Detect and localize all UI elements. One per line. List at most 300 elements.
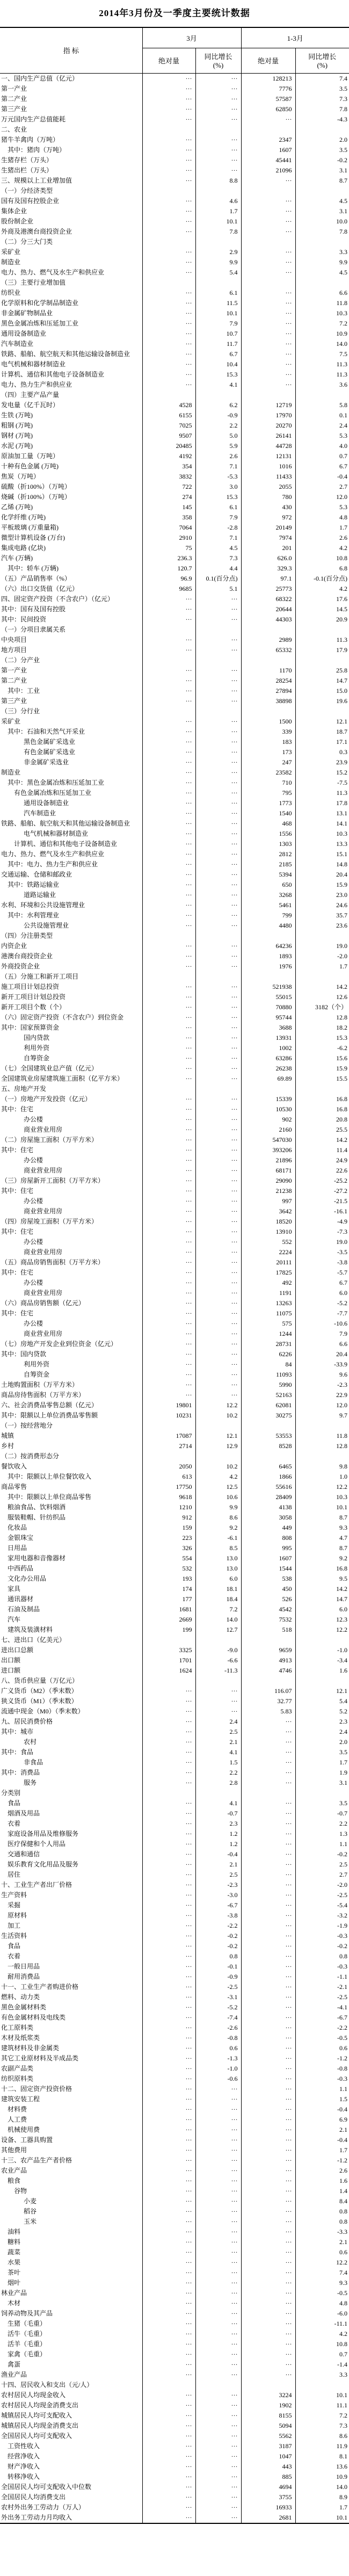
cell-q1-yoy: -2.0 [337,952,348,960]
cell-q1-absolute: 2185 [241,859,295,870]
table-row [0,165,349,176]
cell-march-yoy: ··· [195,2400,241,2411]
cell-q1-yoy: 1.6 [339,1666,348,1674]
cell-q1-absolute: 795 [241,788,295,798]
table-row [0,1288,349,1298]
table-row [0,2513,349,2523]
row-label: （七）房地产开发企业到位资金（亿元） [0,1339,142,1349]
row-label: 石油及制品 [0,1604,142,1615]
cell-march-yoy: ··· [195,2451,241,2462]
cell-q1-yoy [295,1451,349,1461]
table-row [0,1921,349,1931]
cell-q1-absolute: 2812 [241,849,295,859]
cell-march-yoy: -11.3 [195,1666,241,1676]
row-label: 其中：住宅 [0,1268,142,1278]
cell-march-absolute: ··· [142,798,195,808]
row-label: 电力、热力、燃气及水生产和供应业 [0,267,142,278]
table-row [0,2074,349,2084]
cell-march-yoy: 18.1 [195,1584,241,1594]
cell-march-absolute: ··· [142,2227,195,2237]
table-row [0,614,349,625]
cell-march-absolute: ··· [142,2166,195,2176]
cell-march-yoy: ··· [195,1115,241,1125]
cell-march-absolute [142,1635,195,1645]
cell-q1-yoy: 9.8 [339,1462,348,1470]
cell-q1-yoy: -4.1 [337,2003,348,2011]
cell-march-absolute: ··· [142,2104,195,2115]
cell-q1-absolute: ··· [241,1941,295,1951]
cell-q1-absolute: 3268 [241,890,295,900]
table-row [0,798,349,808]
cell-march-absolute: 75 [142,543,195,553]
cell-q1-absolute: ··· [241,1778,295,1788]
row-label: 六、社会消费品零售总额（亿元） [0,1400,142,1410]
table-row [0,2217,349,2227]
table-row [0,645,349,655]
cell-q1-absolute: 526 [241,1594,295,1604]
cell-q1-absolute: 575 [241,1319,295,1329]
cell-march-absolute: ··· [142,859,195,870]
cell-q1-absolute: ··· [241,288,295,298]
cell-q1-absolute: ··· [241,2349,295,2360]
cell-march-yoy: ··· [195,839,241,849]
cell-march-absolute [142,1084,195,1094]
cell-q1-absolute: 393206 [241,1145,295,1155]
cell-q1-absolute: ··· [241,1717,295,1727]
cell-march-yoy: 4.4 [195,563,241,574]
cell-march-yoy: ··· [195,859,241,870]
cell-q1-absolute: 17825 [241,1268,295,1278]
cell-q1-absolute: ··· [241,2155,295,2166]
cell-q1-yoy: 8.7 [339,176,348,184]
cell-q1-yoy: 11.4 [336,1146,348,1154]
cell-q1-yoy: 18.7 [336,727,348,735]
cell-march-yoy: ··· [195,1053,241,1063]
row-label: 转移净收入 [0,2472,142,2482]
cell-q1-yoy: 2.7 [339,482,348,490]
table-row [0,502,349,512]
row-label: 玉米 [0,2217,142,2227]
cell-march-absolute: ··· [142,2206,195,2217]
cell-q1-absolute: ··· [241,2217,295,2227]
cell-march-absolute: ··· [142,2247,195,2257]
cell-march-yoy: 2.1 [195,1859,241,1870]
cell-march-absolute: ··· [142,778,195,788]
row-label: 家具 [0,1584,142,1594]
cell-q1-yoy: 4.2 [339,544,348,552]
cell-march-yoy: ··· [195,757,241,768]
cell-march-yoy [195,1421,241,1431]
cell-q1-absolute: 3755 [241,2492,295,2502]
cell-march-yoy: ··· [195,1390,241,1400]
cell-march-absolute: ··· [142,288,195,298]
row-label: 其中：国内贷款 [0,1349,142,1359]
table-row [0,757,349,768]
row-label: 餐饮收入 [0,1461,142,1472]
cell-q1-yoy: 7.5 [339,350,348,358]
row-label: 出口额 [0,1655,142,1666]
cell-q1-absolute: 62850 [241,104,295,114]
cell-q1-absolute: 17970 [241,410,295,421]
cell-march-absolute: ··· [142,757,195,768]
cell-q1-absolute: ··· [241,1829,295,1839]
cell-q1-yoy: 9.9 [339,258,348,266]
table-row [0,533,349,543]
row-label: 平板玻璃 (万重量箱) [0,523,142,533]
cell-q1-yoy: -5.4 [337,1901,348,1909]
table-row [0,696,349,706]
cell-march-absolute: 2910 [142,533,195,543]
cell-q1-absolute: ··· [241,176,295,186]
row-label: （四）分注册类型 [0,931,142,941]
row-label: 农村居民人均现金消费支出 [0,2400,142,2411]
cell-q1-absolute: ··· [241,1972,295,1982]
row-label: （五）产品销售率（%） [0,574,142,584]
cell-march-absolute: 912 [142,1513,195,1523]
cell-q1-yoy: 9.3 [339,2278,348,2286]
cell-q1-yoy: 14.0 [336,2483,348,2491]
row-label: 原材料 [0,1911,142,1921]
cell-march-absolute: ··· [142,1115,195,1125]
cell-march-yoy: 2.4 [195,1717,241,1727]
cell-march-absolute: ··· [142,982,195,992]
cell-q1-absolute: ··· [241,2125,295,2135]
table-row [0,553,349,563]
row-label: 汽车制造业 [0,339,142,349]
row-label: 集成电路 (亿块) [0,543,142,553]
cell-march-yoy: ··· [195,1217,241,1227]
table-row [0,1421,349,1431]
cell-q1-yoy: 19.6 [336,697,348,705]
cell-march-yoy: ··· [195,2441,241,2451]
cell-march-absolute: 6155 [142,410,195,421]
cell-march-absolute: ··· [142,1217,195,1227]
cell-march-absolute: ··· [142,1870,195,1880]
row-label: 电力、热力生产和供应业 [0,380,142,390]
table-row [0,482,349,492]
cell-march-yoy: ··· [195,2298,241,2309]
cell-q1-yoy: -1.2 [337,2054,348,2062]
cell-march-absolute: 19801 [142,1400,195,1410]
cell-q1-yoy: 16.8 [336,1105,348,1113]
cell-march-yoy: -7.4 [195,2013,241,2023]
cell-march-absolute: 354 [142,461,195,472]
cell-march-yoy: ··· [195,1380,241,1390]
cell-march-absolute: ··· [142,890,195,900]
cell-q1-yoy: -3.4 [337,1656,348,1664]
row-label: 其中：住宅 [0,1308,142,1319]
cell-march-yoy: ··· [195,2339,241,2349]
cell-q1-yoy: 9.7 [339,1411,348,1419]
cell-march-absolute: ··· [142,717,195,727]
table-row [0,1115,349,1125]
cell-march-absolute: 274 [142,492,195,502]
cell-q1-absolute: ··· [241,1931,295,1941]
table-row [0,1808,349,1819]
cell-march-absolute: 9618 [142,1492,195,1502]
cell-march-yoy [195,1451,241,1461]
cell-q1-yoy: 10.1 [336,2513,348,2521]
cell-q1-absolute: 8528 [241,1441,295,1451]
row-label: （三）分行业 [0,706,142,717]
cell-q1-absolute [241,706,295,717]
cell-q1-absolute [241,931,295,941]
cell-march-yoy: 4.5 [195,543,241,553]
header-march-absolute: 绝对量 [142,48,195,73]
cell-march-yoy: ··· [195,2145,241,2155]
cell-q1-absolute: ··· [241,247,295,257]
cell-march-absolute: 10231 [142,1410,195,1421]
table-row [0,421,349,431]
table-row [0,972,349,982]
cell-march-yoy [195,625,241,635]
table-row [0,1615,349,1625]
row-label: 建筑材料及非金属类 [0,2043,142,2053]
cell-march-yoy: ··· [195,645,241,655]
cell-q1-absolute [241,278,295,288]
row-label: 化学原料和化学制品制造业 [0,298,142,308]
table-row [0,1829,349,1839]
cell-march-absolute: ··· [142,2135,195,2145]
cell-q1-yoy [295,125,349,135]
cell-march-yoy: -0.6 [195,2074,241,2084]
cell-q1-absolute: 25773 [241,584,295,594]
row-label: 硫酸（折100%）（万吨） [0,482,142,492]
cell-q1-absolute: 13263 [241,1298,295,1308]
table-row [0,451,349,461]
table-row [0,910,349,921]
row-label: 商业营业用房 [0,1288,142,1298]
row-label: 第二产业 [0,94,142,104]
cell-march-yoy: 4.1 [195,380,241,390]
cell-q1-absolute: ··· [241,2206,295,2217]
cell-march-yoy: ··· [195,829,241,839]
cell-q1-yoy: -11.1 [334,2319,348,2327]
cell-march-yoy: 5.0 [195,431,241,441]
cell-march-absolute: ··· [142,910,195,921]
row-label: 第二产业 [0,676,142,686]
cell-march-yoy: 12.9 [195,1441,241,1451]
table-row [0,2247,349,2257]
row-label: 四、固定资产投资（不含农户）（亿元） [0,594,142,604]
cell-march-absolute: ··· [142,614,195,625]
cell-march-yoy: ··· [195,84,241,94]
cell-q1-yoy: -0.3 [337,1931,348,1940]
cell-q1-absolute: ··· [241,1839,295,1849]
row-label: 铁路、船舶、航空航天和其他运输设备制造业 [0,819,142,829]
cell-q1-yoy: 13.3 [336,840,348,848]
cell-march-yoy: -5.3 [195,472,241,482]
cell-march-absolute: 177 [142,1594,195,1604]
cell-q1-yoy: 25.8 [336,666,348,674]
cell-march-absolute: ··· [142,1023,195,1033]
cell-march-absolute: ··· [142,1717,195,1727]
cell-march-yoy [195,2380,241,2390]
cell-march-yoy: -2.8 [195,523,241,533]
cell-q1-yoy: -0.4 [337,2136,348,2144]
cell-q1-yoy: 10.1 [336,1503,348,1511]
cell-march-absolute: ··· [142,747,195,757]
row-label: 稻谷 [0,2206,142,2217]
row-label: 居住 [0,1870,142,1880]
cell-q1-yoy: 3.5 [339,1799,348,1807]
table-row [0,227,349,237]
table-row [0,1390,349,1400]
row-label: 衣着 [0,1819,142,1829]
cell-q1-yoy: -0.5 [337,2034,348,2042]
row-label: 家庭设备用品及维修服务 [0,1829,142,1839]
cell-march-yoy: ··· [195,2462,241,2472]
cell-q1-absolute: ··· [241,308,295,319]
cell-march-yoy: ··· [195,2492,241,2502]
cell-q1-absolute: ··· [241,2247,295,2257]
cell-march-yoy: ··· [195,2166,241,2176]
cell-q1-absolute: ··· [241,1747,295,1757]
table-row [0,839,349,849]
cell-q1-absolute: 547030 [241,1135,295,1145]
cell-q1-yoy: 2.2 [339,1819,348,1827]
row-label: 化学纤维 (万吨) [0,512,142,523]
row-label: 国内贷款 [0,1033,142,1043]
cell-march-absolute: ··· [142,961,195,972]
cell-q1-yoy: 0.8 [339,2217,348,2225]
table-row [0,1655,349,1666]
header-indicator: 指 标 [0,27,142,73]
cell-march-absolute: 2669 [142,1615,195,1625]
row-label: 加工 [0,1921,142,1931]
cell-march-yoy: -0.1 [195,1962,241,1972]
cell-march-absolute: ··· [142,829,195,839]
table-row [0,390,349,400]
cell-march-yoy: ··· [195,992,241,1002]
cell-march-absolute: ··· [142,2002,195,2013]
row-label: 木材 [0,2298,142,2309]
table-row [0,2084,349,2094]
cell-q1-absolute: ··· [241,2186,295,2196]
cell-march-absolute: 1624 [142,1666,195,1676]
row-label: 日用品 [0,1543,142,1553]
row-label: 非食品 [0,1757,142,1768]
table-row [0,1268,349,1278]
table-row [0,1043,349,1053]
row-label: 商业营业用房 [0,1247,142,1257]
cell-q1-yoy: 6.8 [339,564,348,572]
cell-q1-yoy: 5.3 [339,503,348,511]
cell-march-yoy: 2.2 [195,1768,241,1778]
table-row [0,717,349,727]
table-row [0,737,349,747]
cell-march-absolute: ··· [142,165,195,176]
cell-q1-absolute: 1047 [241,2451,295,2462]
cell-q1-yoy: -7.7 [337,1309,348,1317]
cell-march-yoy: ··· [195,808,241,819]
cell-q1-absolute: 44303 [241,614,295,625]
row-label: 猪牛羊禽肉（万吨） [0,135,142,145]
cell-q1-absolute: 885 [241,2472,295,2482]
cell-march-yoy: ··· [195,819,241,829]
cell-q1-absolute: 492 [241,1278,295,1288]
row-label: 商业营业用房 [0,1166,142,1176]
cell-q1-yoy: 23.0 [336,891,348,899]
cell-q1-yoy: 10.3 [336,1493,348,1501]
row-label: 钢材 (万吨) [0,431,142,441]
row-label: 烟酒及用品 [0,1808,142,1819]
cell-march-yoy: ··· [195,2176,241,2186]
cell-march-yoy: ··· [195,2319,241,2329]
cell-q1-yoy: 15.5 [336,1074,348,1082]
table-row [0,1941,349,1951]
row-label: 工资性收入 [0,2441,142,2451]
row-label: 采掘 [0,1900,142,1911]
cell-march-absolute: ··· [142,2043,195,2053]
cell-q1-absolute: 443 [241,2462,295,2472]
cell-q1-yoy: 14.7 [336,676,348,684]
row-label: （三）房屋新开工面积（万平方米） [0,1176,142,1186]
cell-march-yoy: 5.1 [195,584,241,594]
cell-q1-yoy: -6.7 [337,2013,348,2021]
cell-march-absolute: ··· [142,1737,195,1747]
cell-march-absolute: 358 [142,512,195,523]
table-row [0,1074,349,1084]
cell-q1-yoy: 7.2 [339,2411,348,2419]
row-label: 商业营业用房 [0,1206,142,1217]
cell-q1-absolute: 11093 [241,1370,295,1380]
cell-march-yoy: 4.2 [195,1472,241,1482]
cell-q1-absolute: ··· [241,1859,295,1870]
cell-q1-absolute: ··· [241,2104,295,2115]
table-row [0,298,349,308]
table-row [0,921,349,931]
cell-march-yoy: ··· [195,849,241,859]
row-label: 燃料、动力类 [0,1992,142,2002]
cell-q1-yoy: 8.1 [339,2452,348,2460]
row-label: 化工原料类 [0,2023,142,2033]
cell-q1-yoy: 0.8 [339,2207,348,2215]
cell-q1-yoy: -4.9 [337,1217,348,1225]
cell-q1-absolute: ··· [241,2013,295,2023]
cell-march-yoy: ··· [195,1237,241,1247]
cell-q1-yoy: 0.8 [339,1952,348,1960]
table-row [0,1410,349,1421]
table-row [0,2482,349,2492]
row-label: 糖料 [0,2237,142,2247]
cell-q1-yoy: 9.2 [339,1554,348,1562]
cell-march-absolute: ··· [142,155,195,165]
cell-march-yoy: ··· [195,2411,241,2421]
table-row [0,819,349,829]
cell-q1-absolute: 3642 [241,1206,295,1217]
cell-q1-yoy: -4.3 [337,115,348,123]
cell-march-absolute: ··· [142,788,195,798]
cell-q1-yoy: 6.0 [339,1605,348,1613]
row-label: 非金属矿采选业 [0,757,142,768]
row-label: （六）固定资产投资（不含农户）到位资金 [0,1012,142,1023]
cell-q1-absolute: ··· [241,349,295,359]
cell-q1-absolute: 3187 [241,2441,295,2451]
cell-q1-yoy: 2.7 [339,1870,348,1878]
row-label: （四）房屋竣工面积（万平方米） [0,1217,142,1227]
row-label: 利用外资 [0,1043,142,1053]
cell-q1-absolute [241,625,295,635]
cell-march-absolute: ··· [142,298,195,308]
cell-q1-absolute: 18520 [241,1217,295,1227]
cell-march-yoy: -1.0 [195,2064,241,2074]
table-row [0,1359,349,1370]
table-row [0,2257,349,2268]
row-label: （一）分经济类型 [0,186,142,196]
cell-q1-absolute: 3688 [241,1023,295,1033]
cell-march-absolute [142,125,195,135]
